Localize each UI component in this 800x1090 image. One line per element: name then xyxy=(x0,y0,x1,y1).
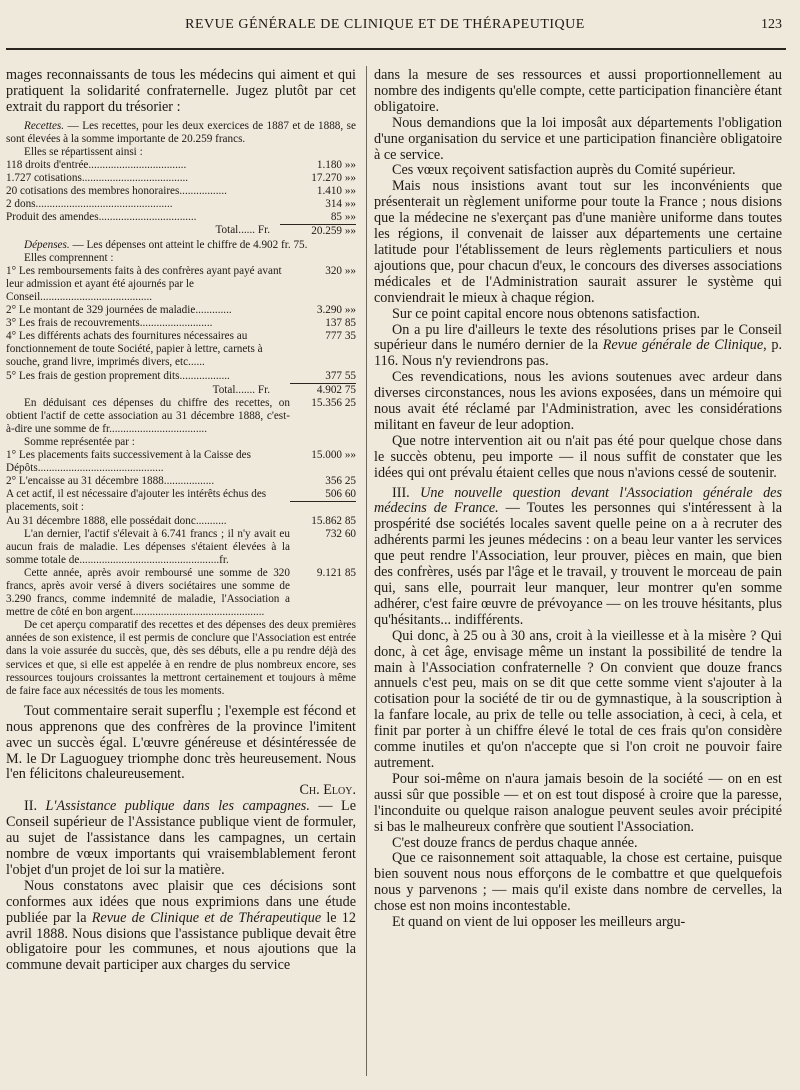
journal-title-ref: Revue générale de Clinique xyxy=(602,337,764,354)
total-value: 4.902 75 xyxy=(316,383,356,396)
page-header xyxy=(0,14,800,36)
header-rule xyxy=(6,48,786,50)
depenses-row xyxy=(6,317,356,330)
depenses-row xyxy=(6,370,356,384)
row-amount: 137 85 xyxy=(325,317,356,330)
paragraph: C'est douze francs de perdus chaque année. xyxy=(392,834,638,851)
recettes-row xyxy=(6,211,356,224)
row-amount: 506 60 xyxy=(290,488,356,502)
section-3-number: III. xyxy=(392,484,421,501)
depenses-label: Dépenses. xyxy=(24,238,70,251)
recettes-row xyxy=(6,159,356,172)
depenses-text: — Les dépenses ont atteint le chiffre de 4.902 fr. 75. xyxy=(69,238,308,251)
recettes-label: Recettes. xyxy=(24,119,65,132)
paragraph: dans la mesure de ses ressources et aussi proportionnellement au nombre des indigents qu'elle compte, cette participation financière étant obligatoire. xyxy=(374,67,782,115)
row-amount: 777 35 xyxy=(325,330,356,343)
paragraph xyxy=(374,323,782,371)
row-label: Au 31 décembre 1888, elle possédait donc........... xyxy=(6,514,227,527)
recettes-row xyxy=(6,172,356,185)
section-2-title: L'Assistance publique dans les campagnes. xyxy=(45,798,310,815)
row-amount: 15.356 25 xyxy=(311,396,356,409)
row-label: Produit des amendes................................... xyxy=(6,211,197,224)
an-dernier-row xyxy=(6,528,356,567)
row-label: 5° Les frais de gestion proprement dits.................. xyxy=(6,369,230,382)
right-column xyxy=(374,68,782,931)
row-label: A cet actif, il est nécessaire d'ajouter les intérêts échus des placements, soit : xyxy=(6,488,267,514)
row-label: 4° Les différents achats des fournitures nécessaires au fonctionnement de toute Société, papier à lettre, carnets à souche, grand livre, imprimés divers, etc...... xyxy=(6,330,263,369)
depenses-row xyxy=(6,304,356,317)
column-divider xyxy=(366,66,367,1076)
left-column xyxy=(6,68,356,974)
paragraph: Mais nous insistions avant tout sur les inconvénients que présenterait un règlement uniforme pour toute la France ; nous disions que la médecine ne s'exerçant pas d'une manière uniforme dans toutes les régions, il convenait de laisser aux départements une certaine latitude pour l'établissement de leurs règlements particuliers et nous ajoutions que, pour chacun d'eux, le concours des diverses associations médicales et de l'Administration saurait assurer le système qui conviendrait le mieux à chaque région. xyxy=(374,178,782,306)
row-label: 1° Les remboursements faits à des confrères ayant payé avant leur admission et ayant été ajournés par le Conseil........................................ xyxy=(6,264,282,303)
paragraph: Sur ce point capital encore nous obtenons satisfaction. xyxy=(392,305,701,322)
section-2-paragraph xyxy=(6,799,356,879)
row-amount: 320 »» xyxy=(325,264,356,277)
paragraph: Que notre intervention ait ou n'ait pas été pour quelque chose dans le succès obtenu, peu importe — il nous suffit de constater que les idées qui ont prévalu étaient celles que nous n'avions cessé de soutenir. xyxy=(374,432,782,481)
recettes-sub: Elles se répartissent ainsi : xyxy=(24,145,143,158)
row-amount: 15.000 »» xyxy=(311,449,356,462)
actif-row xyxy=(6,449,356,475)
recettes-row xyxy=(6,198,356,211)
recettes-text: — Les recettes, pour les deux exercices de 1887 et de 1888, se sont élevées à la somme importante de 20.259 francs. xyxy=(6,119,356,145)
row-amount: 356 25 xyxy=(325,475,356,488)
paragraph-text-a: On a pu lire d'ailleurs le texte des résolutions prises par le Conseil supérieur dans le numéro dernier de la xyxy=(374,321,782,354)
depenses-paragraph xyxy=(6,239,356,252)
row-amount: 9.121 85 xyxy=(316,566,356,579)
paragraph: Et quand on vient de lui opposer les meilleurs argu- xyxy=(392,914,686,931)
recettes-row xyxy=(6,185,356,198)
row-label: 1° Les placements faits successivement à la Caisse des Dépôts............................................. xyxy=(6,449,251,475)
constatons-text-a: Nous constatons avec plaisir que ces décisions sont conformes aux idées que nous exprimions dans une étude publiée par la xyxy=(6,877,356,926)
actif-sub: Somme représentée par : xyxy=(24,435,135,448)
row-amount: 15.862 85 xyxy=(311,514,356,527)
apercu-paragraph: De cet aperçu comparatif des recettes et des dépenses des deux premières années de son existence, il est permis de conclure que l'Association est entrée dans la voie assurée du succès, que, dès ses débuts, elle a pu rendre déjà des services et que, si elle est appelée à en rendre de plus nombreux encore, ses ressources toujours croissantes la mettront certainement et toujours à même de faire face aux nécessités de tous les moments. xyxy=(6,619,356,697)
interets-row xyxy=(6,488,356,514)
constatons-paragraph xyxy=(6,879,356,974)
depenses-sub: Elles comprennent : xyxy=(24,251,114,264)
section-3-paragraph xyxy=(374,486,782,629)
recettes-paragraph xyxy=(6,120,356,146)
row-label: 2 dons................................................. xyxy=(6,198,173,211)
section-2-text: — Le Conseil supérieur de l'Assistance publique vient de formuler, au sujet de l'assistance dans les campagnes, un certain nombre de vœux importants qui vraisemblablement feront l'objet d'un projet de loi sur la matière. xyxy=(6,798,357,878)
total-label: Total....... Fr. xyxy=(212,383,270,396)
depenses-row xyxy=(6,330,356,369)
running-title: REVUE GÉNÉRALE DE CLINIQUE ET DE THÉRAPEUTIQUE xyxy=(185,17,585,32)
row-amount: 85 »» xyxy=(330,211,356,224)
row-amount: 732 60 xyxy=(325,527,356,540)
paragraph: Qui donc, à 25 ou à 30 ans, croit à la vieillesse et à la misère ? Qui donc, à cet âge, envisage même un instant la possibilité de tendre la main à l'Association confraternelle ? On convient que douze francs annuels c'est peu, mais on se dit que cette somme vient s'ajouter à la cotisation pour la société de tir ou de gymnastique, à la souscription à la fanfare locale, au prix de telle ou telle association, à ceci, à cela, et finit par porter à un chiffre élevé le total de ces frais qu'on considère comme inutiles et qu'on n'accepte que si l'on croit ne pouvoir faire autrement. xyxy=(374,627,782,771)
row-label: 3° Les frais de recouvrements.......................... xyxy=(6,317,213,330)
row-label: 2° Le montant de 329 journées de maladie............. xyxy=(6,304,232,317)
row-label: Cette année, après avoir remboursé une somme de 320 francs, après avoir versé à divers sociétaires une somme de 3.290 francs, comme indemnité de maladie, l'Association a mettre de côté en bon argent............................................... xyxy=(6,566,290,619)
row-amount: 314 »» xyxy=(325,198,356,211)
section-2-number: II. xyxy=(24,798,46,815)
page-number: 123 xyxy=(761,17,782,32)
section-3-title: Une nouvelle question devant l'Association générale des médecins de France. xyxy=(374,484,782,517)
actif-row xyxy=(6,475,356,488)
paragraph: Pour soi-même on n'aura jamais besoin de la société — on en est aussi sûr que possible — et on est tout disposé à croire que la paresse, l'inconduite ou quelque raison analogue peuvent seules avoir précipité si bas le malheureux confrère que soutient l'Association. xyxy=(374,770,782,835)
row-amount: 377 55 xyxy=(290,370,356,384)
paragraph: Ces vœux reçoivent satisfaction auprès du Comité supérieur. xyxy=(392,162,736,179)
intro-paragraph: mages reconnaissants de tous les médecins qui aiment et qui pratiquent la solidarité confraternelle. Jugez plutôt par cet extrait du rapport du trésorier : xyxy=(6,67,356,115)
recettes-total xyxy=(6,224,356,238)
paragraph: Nous demandions que la loi imposât aux départements l'obligation d'une organisation du service et une participation financière obligatoire à ce service. xyxy=(374,114,782,163)
row-label: 118 droits d'entrée................................... xyxy=(6,159,187,171)
row-label: 2° L'encaisse au 31 décembre 1888.................. xyxy=(6,475,215,488)
paragraph-text-b: , p. 116. Nous n'y reviendrons pas. xyxy=(374,337,783,370)
row-label: L'an dernier, l'actif s'élevait à 6.741 francs ; il n'y avait eu aucun frais de maladie. Les dépenses s'étaient élevées à la somme totale de..................................................fr. xyxy=(6,527,290,566)
row-label: En déduisant ces dépenses du chiffre des recettes, on obtient l'actif de cette association au 31 décembre 1888, c'est-à-dire une somme de fr................................... xyxy=(6,396,290,435)
total-value: 20.259 »» xyxy=(280,224,356,238)
total-label: Total...... Fr. xyxy=(215,224,270,237)
paragraph: Que ce raisonnement soit attaquable, la chose est certaine, puisque bien souvent nous nous efforçons de le combattre et que quelquefois nous y parvenons ; — mais qu'il existe dans nombre de cervelles, la chose est non moins incontestable. xyxy=(374,850,782,915)
paragraph: Ces revendications, nous les avions soutenues avec ardeur dans diverses circonstances, nous les avions exposées, dans un mémoire qui nous avait été réclamé par l'Administration, avec les considérations militant en faveur de leur adoption. xyxy=(374,369,782,433)
journal-title-ref: Revue de Clinique et de Thérapeutique xyxy=(91,909,322,926)
section-3-text: — Toutes les personnes qui s'intéressent à la prospérité dse sociétés locales savent quelle peine on a à recruter des adhérents parmi les jeunes médecins : on a beau leur vanter les services que peut rendre l'Association, leur prouver, pièces en main, que bien des confrères, usés par l'âge et le travail, y trouvent le morceau de pain qui, sans elle, pourrait leur manquer, leur montrer qu'en somme adhérer, c'est faire œuvre de prévoyance — on les trouve hésitants, plus qu'hésitants... indifférents. xyxy=(374,500,782,628)
constatons-text-b: le 12 avril 1888. Nous disions que l'assistance publique devait être obligatoire pour les communes, et nous ajoutions que la commune devait participer aux charges du service xyxy=(6,909,356,974)
row-amount: 1.410 »» xyxy=(316,185,356,198)
depenses-total xyxy=(6,384,356,397)
cette-annee-row xyxy=(6,567,356,619)
actif-row xyxy=(6,397,356,436)
commentaire-paragraph: Tout commentaire serait superflu ; l'exemple est fécond et nous apprenons que des confrères de la province l'imitent avec un succès égal. L'œuvre généreuse et désintéressée de M. le Dr Laguoguey triomphe donc très heureusement. Nous l'en félicitons chaleureusement. xyxy=(6,702,356,783)
signature: Ch. Eloy. xyxy=(299,782,356,799)
recettes-list xyxy=(6,159,356,224)
row-label: 1.727 cotisations...................................... xyxy=(6,172,189,185)
possedait-row xyxy=(6,515,356,528)
row-label: 20 cotisations des membres honoraires................. xyxy=(6,185,227,198)
row-amount: 3.290 »» xyxy=(316,304,356,317)
row-amount: 17.270 »» xyxy=(311,172,356,185)
depenses-row xyxy=(6,265,356,304)
row-amount: 1.180 »» xyxy=(316,159,356,171)
